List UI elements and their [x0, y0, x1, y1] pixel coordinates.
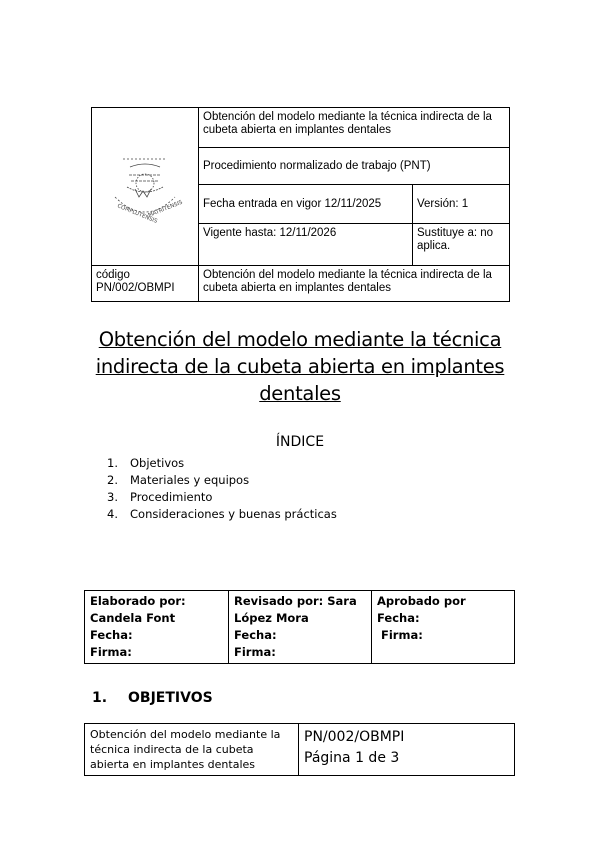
elaborated-cell: Elaborado por: Candela Font Fecha: Firma: [85, 591, 229, 664]
index-item: 2. Materiales y equipos [107, 473, 250, 487]
index-item: 4. Consideraciones y buenas prácticas [107, 507, 337, 521]
header-code-title: Obtención del modelo mediante la técnica indirecta de la cubeta abierta en implantes dentales [199, 266, 510, 302]
footer-title: Obtención del modelo mediante la técnica indirecta de la cubeta abierta en implantes dentales [85, 724, 299, 776]
svg-text:COMPLUTENSIS: COMPLUTENSIS [116, 202, 159, 225]
svg-text:MATRITENSIS: MATRITENSIS [147, 199, 184, 219]
header-replaces: Sustituye a: no aplica. [413, 224, 510, 266]
logo-cell [92, 108, 199, 266]
reviewed-cell: Revisado por: Sara López Mora Fecha: Firma: [229, 591, 372, 664]
footer-page: Página 1 de 3 [304, 750, 400, 766]
header-table [91, 107, 510, 302]
footer-code-page [299, 724, 515, 776]
section-heading: 1. OBJETIVOS [92, 690, 213, 706]
header-doc-title: Obtención del modelo mediante la técnica indirecta de la cubeta abierta en implantes dentales [199, 108, 510, 148]
header-code: código PN/002/OBMPI [92, 266, 199, 302]
index-list [107, 455, 337, 523]
signature-table [84, 590, 515, 664]
approved-cell: Aprobado por Fecha: Firma: [372, 591, 515, 664]
header-procedure-type: Procedimiento normalizado de trabajo (PNT) [199, 148, 510, 185]
index-item: 1. Objetivos [107, 456, 185, 470]
index-heading: ÍNDICE [275, 434, 325, 450]
index-item: 3. Procedimiento [107, 490, 213, 504]
university-seal-icon [105, 145, 185, 225]
footer-code: PN/002/OBMPI [304, 729, 405, 745]
page-title: Obtención del modelo mediante la técnica indirecta de la cubeta abierta en implantes dentales [95, 328, 505, 405]
header-valid-until: Vigente hasta: 12/11/2026 [199, 224, 413, 266]
header-version: Versión: 1 [413, 185, 510, 224]
header-effective-date: Fecha entrada en vigor 12/11/2025 [199, 185, 413, 224]
footer-table [84, 723, 515, 776]
